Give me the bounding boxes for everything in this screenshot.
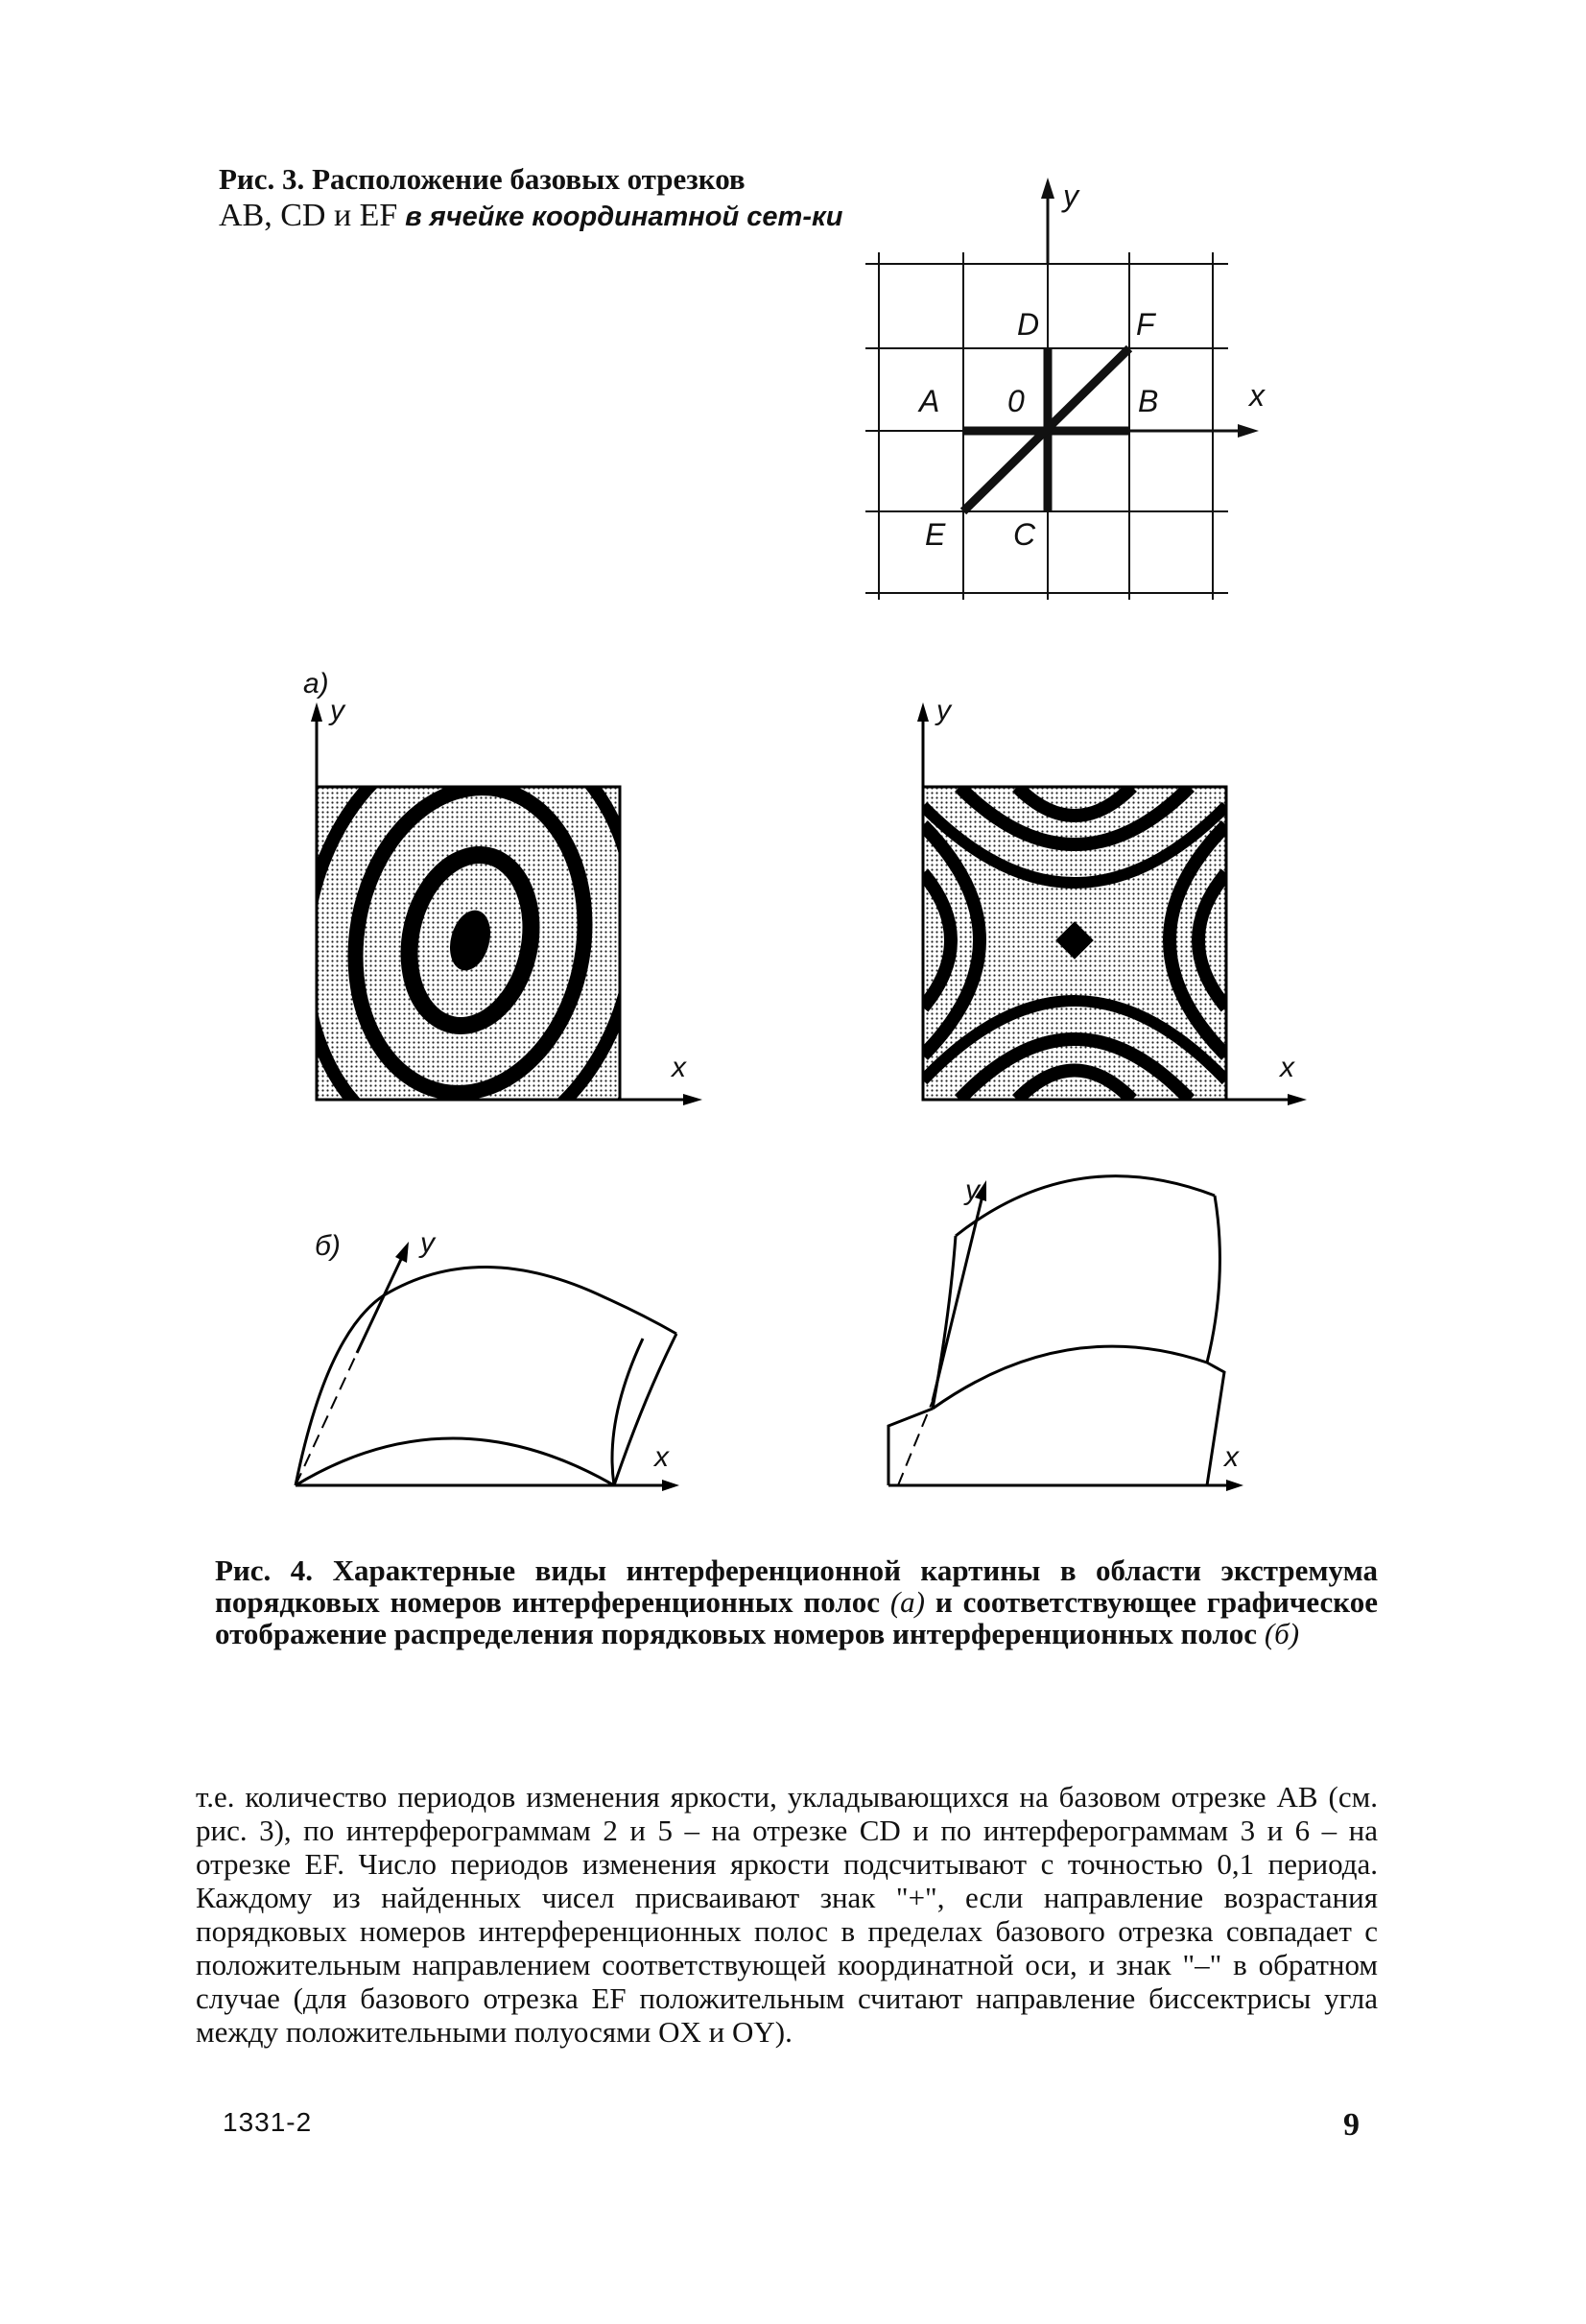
y-axis-arrow — [1041, 178, 1054, 199]
figure3-caption-bold: Расположение базовых отрезков — [312, 162, 746, 196]
figure4-panels — [288, 662, 1343, 1506]
dome-y-axis-hidden — [296, 1353, 357, 1485]
label-c: C — [1013, 517, 1036, 552]
right-x-arrow — [1288, 1094, 1307, 1105]
dome-x-arrow — [662, 1480, 679, 1491]
label-b: B — [1138, 384, 1159, 418]
left-x-arrow — [683, 1094, 702, 1105]
saddle-x-label: x — [1224, 1441, 1239, 1473]
saddle-y-axis — [933, 1196, 982, 1401]
left-y-label: y — [330, 695, 344, 726]
label-x: x — [1249, 378, 1265, 413]
page-number: 9 — [1343, 2107, 1360, 2143]
surface-dome — [296, 1267, 676, 1485]
footer-code: 1331-2 — [223, 2107, 313, 2137]
dome-y-arrow — [395, 1242, 409, 1263]
figure3-caption-label: Рис. 3. — [219, 162, 305, 196]
figure3-caption-italic: в ячейке координатной сет-ки — [405, 202, 843, 232]
figure4-caption — [215, 1554, 1378, 1649]
panel-a-label: a) — [303, 668, 329, 700]
figure4-caption-b: (б) — [1264, 1617, 1300, 1650]
saddle-y-axis-hidden — [898, 1401, 933, 1485]
dome-y-label: y — [420, 1227, 435, 1259]
label-o: 0 — [1007, 384, 1025, 418]
left-x-label: x — [672, 1052, 686, 1083]
label-d: D — [1017, 307, 1040, 342]
label-f: F — [1136, 307, 1155, 342]
left-y-arrow — [311, 702, 322, 722]
surface-saddle — [888, 1176, 1224, 1485]
x-axis-arrow — [1238, 424, 1259, 438]
interferogram-saddle — [923, 787, 1226, 1100]
body-paragraph: т.е. количество периодов изменения яркости, укладывающихся на базовом отрезке AB (см. рис. 3), по интерферограммам 2 и 5 – на отрезке CD и по интерферограммам 3 и 6 – на отрезке EF. Число периодов изменения яркости подсчитывают с точностью 0,1 периода. Каждому из найденных чисел присваивают знак "+", если направление возрастания порядковых номеров интерференционных полос в пределах базового отрезка совпадает с положительным направлением соответствующей координатной оси, и знак "–" в обратном случае (для базового отрезка EF положительным считают направление биссектрисы угла между положительными полуосями OX и OY). — [196, 1780, 1378, 2049]
right-x-label: x — [1280, 1052, 1294, 1083]
figure3-caption — [219, 161, 852, 235]
dome-y-axis — [357, 1255, 403, 1353]
dome-x-label: x — [654, 1441, 669, 1473]
right-y-label: y — [936, 695, 951, 726]
figure4-caption-a: (а) — [889, 1585, 926, 1619]
figure3-grid-diagram — [844, 168, 1266, 609]
saddle-x-arrow — [1226, 1480, 1243, 1491]
figure3-caption-segments: AB, CD и EF — [219, 198, 398, 233]
label-a: A — [919, 384, 940, 418]
label-y: y — [1063, 178, 1078, 213]
panel-b-label: б) — [315, 1230, 341, 1262]
saddle-y-label: y — [965, 1174, 980, 1206]
figure4-caption-part2: и соответствующее графическое отображение распределения порядковых номеров интерференционных полос — [215, 1585, 1378, 1650]
figure4-caption-part1: Рис. 4. Характерные виды интерференционной картины в области экстремума порядковых номеров интерференционных полос — [215, 1553, 1378, 1619]
right-y-arrow — [917, 702, 929, 722]
interferogram-oval — [288, 662, 768, 1286]
label-e: E — [925, 517, 946, 552]
